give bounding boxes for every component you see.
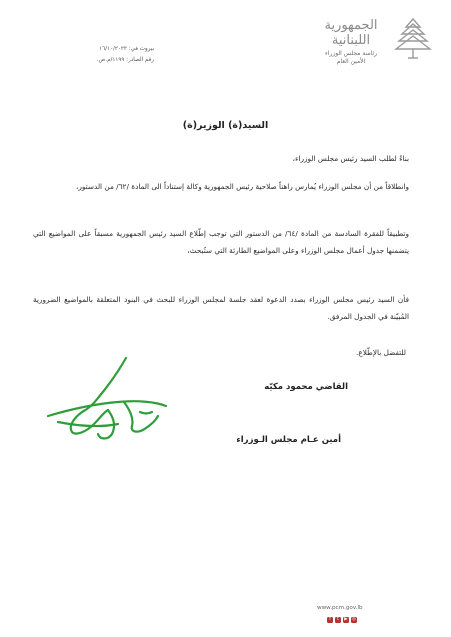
- paragraph-1: بناءً لطلب السيد رئيس مجلس الوزراء،: [292, 154, 409, 163]
- footer-social-icons: [327, 617, 357, 623]
- paragraph-2: وانطلاقاً من أن مجلس الوزراء يُمارس راهناً صلاحية رئيس الجمهورية وكالة إستناداً الى المادة /٦٢/ من الدستور،: [76, 182, 409, 191]
- facebook-icon[interactable]: f: [327, 617, 333, 623]
- emblem-secretary: الأمين العام: [336, 58, 366, 65]
- reference-line: رقم الصادر: ١١٩٩/م.ص.: [96, 57, 154, 63]
- youtube-icon[interactable]: ▶: [344, 617, 348, 622]
- emblem-title-line2: اللبنانية: [331, 33, 371, 48]
- twitter-icon[interactable]: t: [335, 617, 341, 623]
- closing-line: للتفضل بالإطّلاع.: [356, 348, 406, 357]
- emblem-title-line1: الجمهورية: [324, 18, 378, 33]
- paragraph-4: فأن السيد رئيس مجلس الوزراء بصدد الدعوة لعقد جلسة لمجلس الوزراء للبحث في البنود المتعلقة بالمواضيع الضرورية المُبيّنة في الجدول المرفق.: [33, 295, 409, 321]
- letterhead: [313, 14, 433, 80]
- cedar-emblem-icon: [393, 16, 433, 62]
- salutation: السيد(ة) الوزير(ة): [182, 120, 269, 131]
- emblem-subtitle: [313, 50, 389, 66]
- emblem-office: رئاسة مجلس الوزراء: [324, 50, 378, 57]
- signer-title: أمين عـام مجلس الـوزراء: [236, 435, 341, 445]
- signer-name: القاضي محمود مكيّه: [264, 382, 348, 392]
- instagram-icon[interactable]: ◎: [352, 617, 356, 622]
- document-meta: [44, 44, 154, 66]
- handwritten-signature: [38, 352, 188, 448]
- emblem-title: [313, 18, 389, 48]
- footer-website-link[interactable]: www.pcm.gov.lb: [317, 605, 363, 611]
- paragraph-3: وتطبيقاً للفقرة السادسة من المادة /٦٤/ من الدستور التي توجب إطّلاع السيد رئيس الجمهورية مسبقاً على المواضيع التي يتضمنها جدول أعمال مجلس الوزراء وعلى المواضيع الطارئة التي ستُبحث،: [33, 229, 409, 255]
- date-line: بيروت في: ١٦/١٠/٢٠٢٣: [99, 46, 154, 52]
